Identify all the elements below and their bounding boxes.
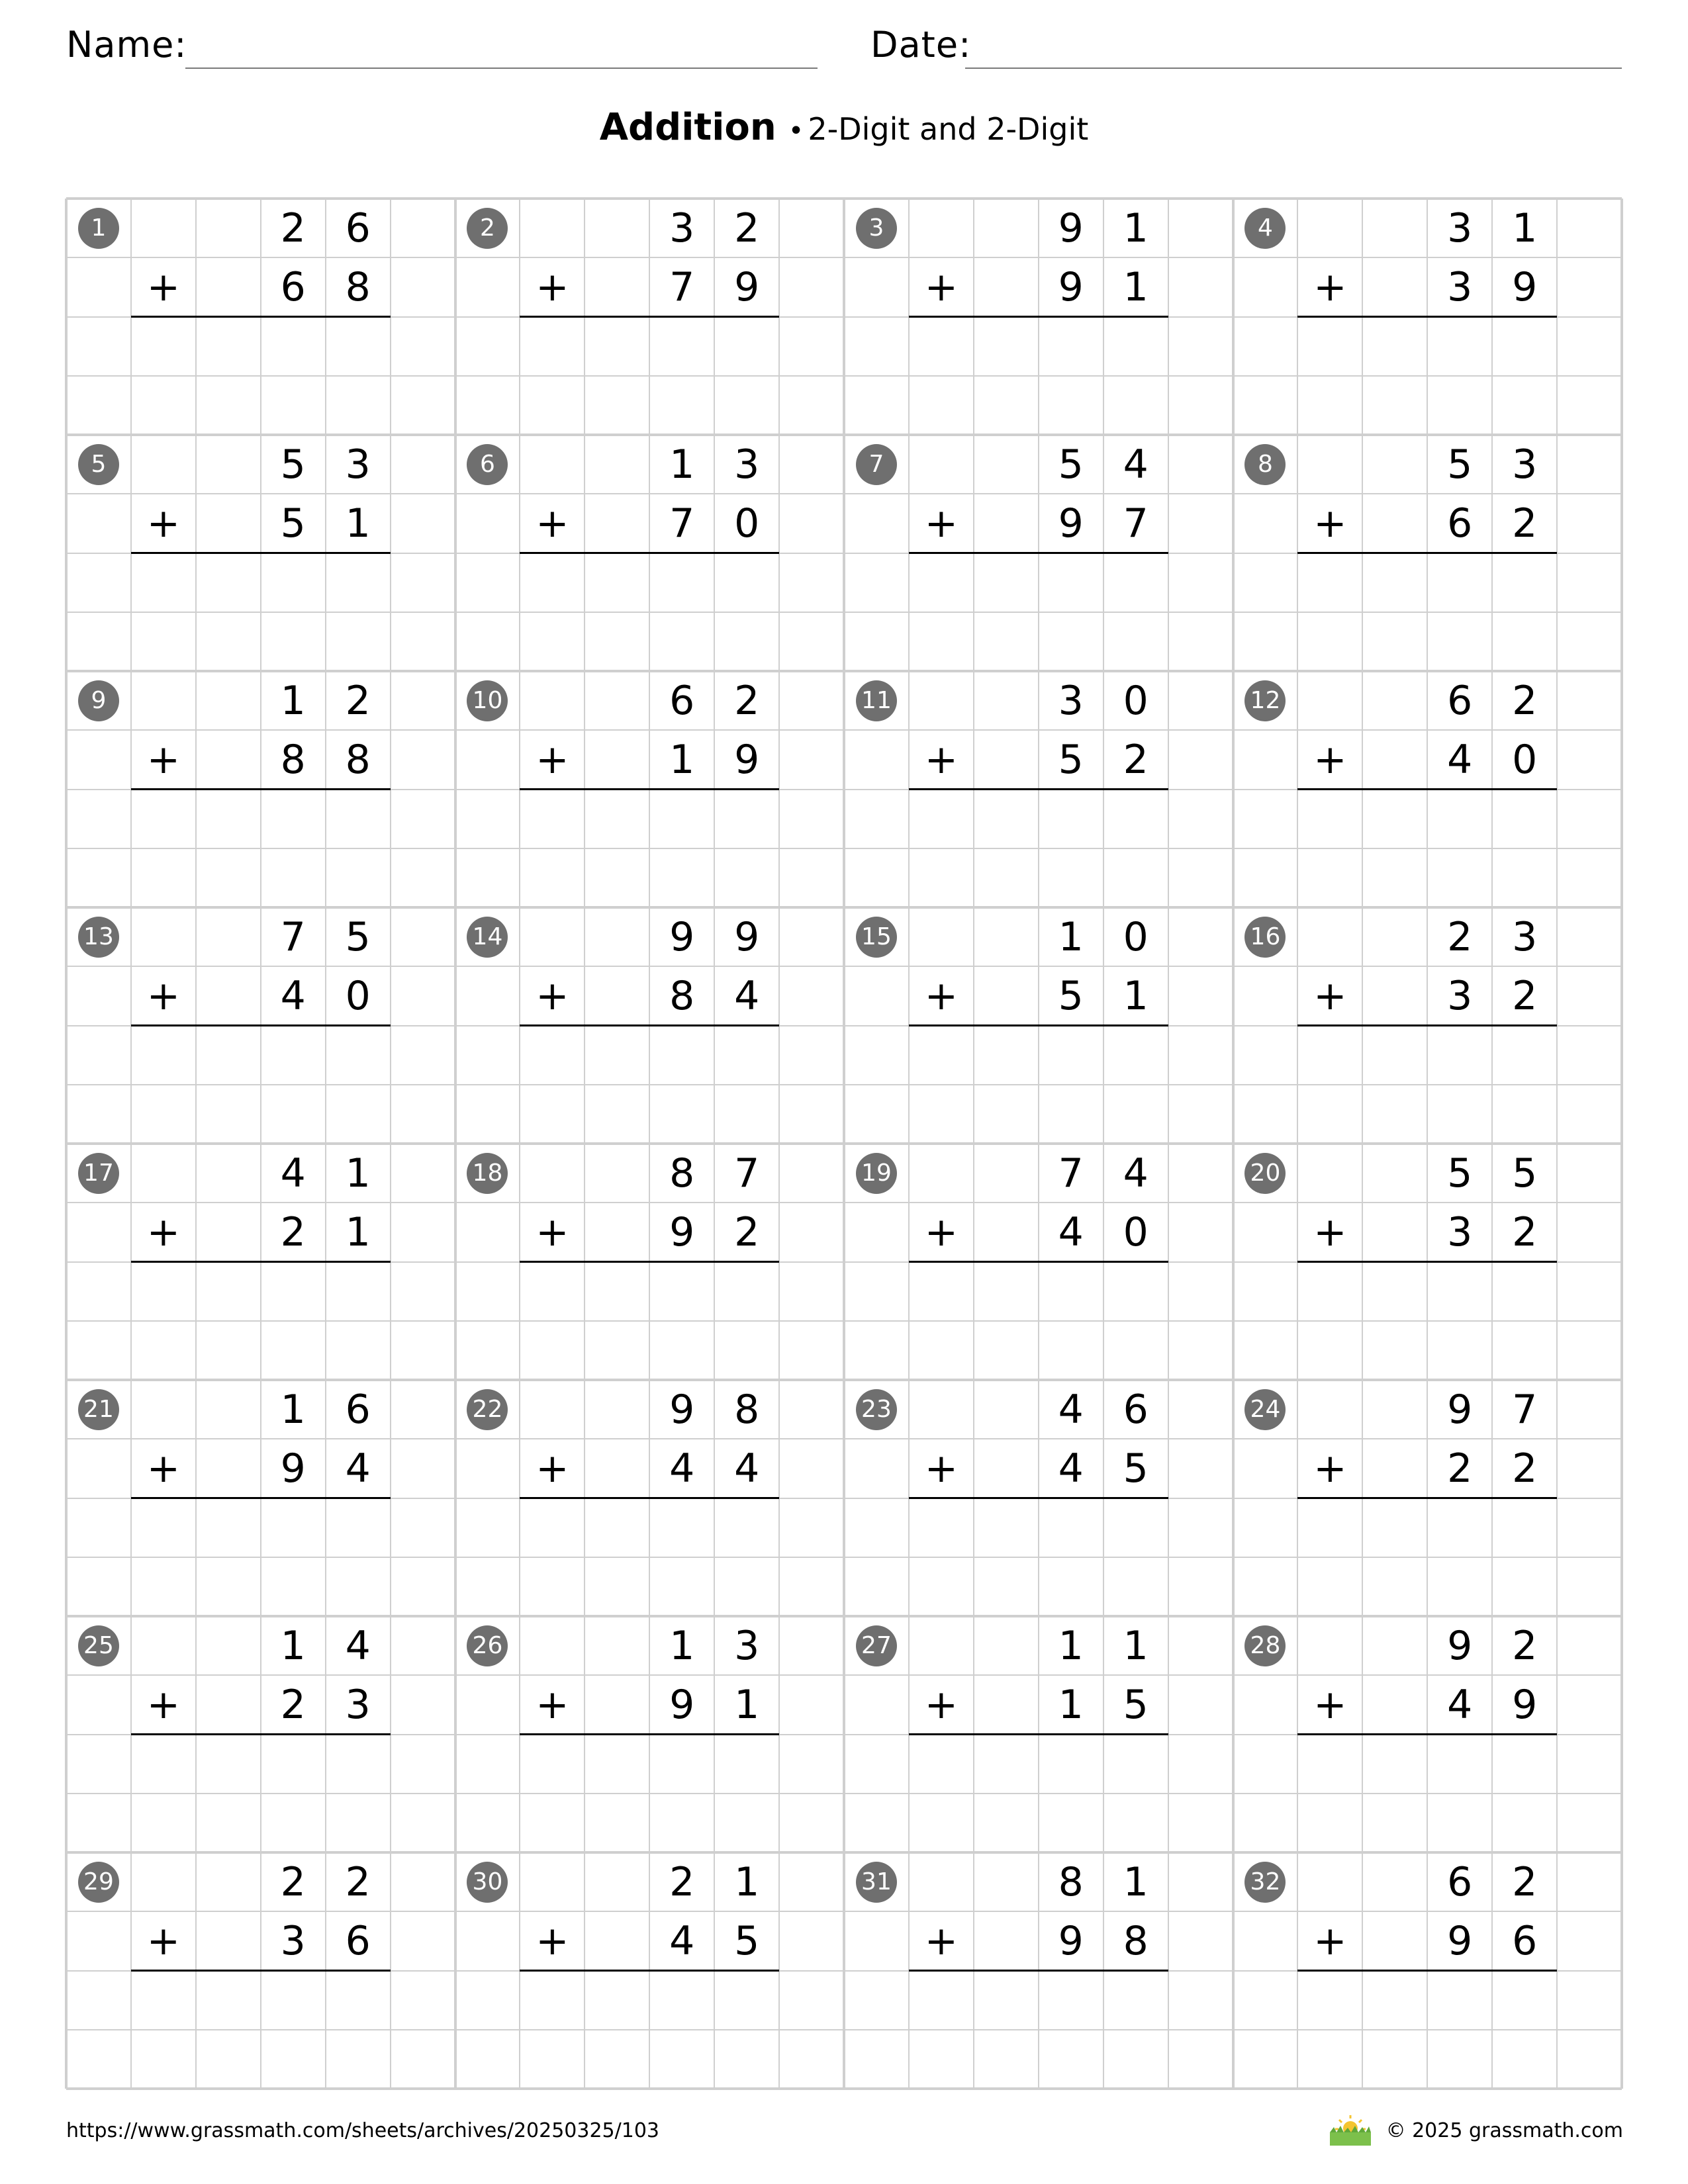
footer-url[interactable]: https://www.grassmath.com/sheets/archives/20250325/103 (66, 2119, 660, 2142)
answer-area[interactable] (1297, 317, 1557, 376)
problem-number-badge: 32 (1244, 1862, 1286, 1903)
digit-cell: 9 (669, 1681, 695, 1728)
digit-cell: 9 (669, 1208, 695, 1255)
digit-cell: 2 (1512, 500, 1538, 547)
plus-operator: + (1313, 500, 1347, 547)
digit-cell: 1 (1512, 205, 1538, 251)
digit-cell: 1 (669, 736, 695, 783)
digit-cell: 5 (1058, 972, 1084, 1019)
digit-cell: 5 (1058, 441, 1084, 488)
problem-number-badge: 12 (1244, 680, 1286, 721)
answer-area[interactable] (131, 1735, 391, 1794)
digit-cell: 4 (1447, 736, 1473, 783)
digit-cell: 3 (734, 1622, 760, 1669)
digit-cell: 4 (1058, 1386, 1084, 1433)
digit-cell: 2 (1512, 1622, 1538, 1669)
problem-number-badge: 21 (78, 1389, 119, 1430)
answer-area[interactable] (909, 1026, 1168, 1085)
digit-cell: 5 (280, 441, 306, 488)
problem-number-badge: 3 (856, 208, 897, 249)
plus-operator: + (1313, 1681, 1347, 1728)
plus-operator: + (924, 1681, 959, 1728)
digit-cell: 6 (345, 1386, 371, 1433)
plus-operator: + (146, 263, 181, 310)
digit-cell: 8 (280, 736, 306, 783)
digit-cell: 9 (1512, 263, 1538, 310)
digit-cell: 4 (734, 1445, 760, 1492)
digit-cell: 8 (669, 1150, 695, 1197)
digit-cell: 1 (280, 1622, 306, 1669)
problem-number-badge: 23 (856, 1389, 897, 1430)
digit-cell: 5 (280, 500, 306, 547)
digit-cell: 1 (669, 1622, 695, 1669)
digit-cell: 4 (1123, 441, 1149, 488)
digit-cell: 8 (345, 736, 371, 783)
answer-area[interactable] (520, 1735, 779, 1794)
digit-cell: 1 (280, 677, 306, 724)
answer-area[interactable] (1297, 1262, 1557, 1321)
title-separator: • (788, 116, 804, 146)
digit-cell: 1 (1058, 1622, 1084, 1669)
problem-number-badge: 20 (1244, 1153, 1286, 1194)
digit-cell: 6 (669, 677, 695, 724)
answer-area[interactable] (131, 1971, 391, 2030)
digit-cell: 3 (1447, 263, 1473, 310)
digit-cell: 6 (1447, 677, 1473, 724)
digit-cell: 4 (345, 1445, 371, 1492)
digit-cell: 3 (1447, 972, 1473, 1019)
digit-cell: 2 (1512, 677, 1538, 724)
digit-cell: 8 (734, 1386, 760, 1433)
answer-area[interactable] (1297, 1971, 1557, 2030)
digit-cell: 9 (1058, 205, 1084, 251)
plus-operator: + (1313, 972, 1347, 1019)
digit-cell: 3 (1512, 913, 1538, 960)
problem-grid (66, 199, 1622, 2089)
plus-operator: + (1313, 736, 1347, 783)
digit-cell: 9 (734, 913, 760, 960)
plus-operator: + (924, 263, 959, 310)
answer-area[interactable] (909, 1735, 1168, 1794)
plus-operator: + (146, 1681, 181, 1728)
digit-cell: 7 (1123, 500, 1149, 547)
digit-cell: 1 (1123, 972, 1149, 1019)
digit-cell: 9 (734, 263, 760, 310)
digit-cell: 0 (345, 972, 371, 1019)
plus-operator: + (924, 1917, 959, 1964)
digit-cell: 6 (1123, 1386, 1149, 1433)
problem-number-badge: 25 (78, 1625, 119, 1666)
digit-cell: 9 (1447, 1386, 1473, 1433)
digit-cell: 5 (1447, 441, 1473, 488)
digit-cell: 9 (1512, 1681, 1538, 1728)
digit-cell: 3 (345, 441, 371, 488)
digit-cell: 4 (669, 1917, 695, 1964)
digit-cell: 2 (734, 677, 760, 724)
answer-area[interactable] (1297, 1735, 1557, 1794)
digit-cell: 5 (345, 913, 371, 960)
worksheet-title (0, 106, 1688, 149)
digit-cell: 7 (1512, 1386, 1538, 1433)
plus-operator: + (924, 500, 959, 547)
digit-cell: 0 (1512, 736, 1538, 783)
date-label: Date: (870, 24, 972, 66)
digit-cell: 9 (734, 736, 760, 783)
digit-cell: 1 (1058, 1681, 1084, 1728)
plus-operator: + (146, 1445, 181, 1492)
digit-cell: 8 (1123, 1917, 1149, 1964)
digit-cell: 2 (1447, 1445, 1473, 1492)
answer-area[interactable] (909, 1971, 1168, 2030)
problem-number-badge: 22 (467, 1389, 508, 1430)
digit-cell: 1 (734, 1858, 760, 1905)
grass-sun-logo-icon (1327, 2111, 1374, 2148)
plus-operator: + (146, 500, 181, 547)
digit-cell: 1 (345, 500, 371, 547)
digit-cell: 6 (280, 263, 306, 310)
problem-number-badge: 11 (856, 680, 897, 721)
digit-cell: 2 (280, 1681, 306, 1728)
title-main: Addition (599, 106, 776, 149)
problem-number-badge: 27 (856, 1625, 897, 1666)
digit-cell: 3 (1512, 441, 1538, 488)
digit-cell: 5 (1512, 1150, 1538, 1197)
problem-number-badge: 19 (856, 1153, 897, 1194)
digit-cell: 4 (345, 1622, 371, 1669)
plus-operator: + (536, 1445, 569, 1492)
problem-number-badge: 1 (78, 208, 119, 249)
problem-number-badge: 31 (856, 1862, 897, 1903)
digit-cell: 2 (280, 1208, 306, 1255)
digit-cell: 4 (1123, 1150, 1149, 1197)
digit-cell: 2 (734, 1208, 760, 1255)
digit-cell: 9 (1447, 1622, 1473, 1669)
answer-area[interactable] (131, 790, 391, 848)
problem-number-badge: 24 (1244, 1389, 1286, 1430)
answer-area[interactable] (909, 1262, 1168, 1321)
date-field[interactable] (965, 68, 1622, 69)
digit-cell: 9 (1058, 1917, 1084, 1964)
digit-cell: 9 (669, 913, 695, 960)
digit-cell: 4 (734, 972, 760, 1019)
footer-copyright: © 2025 grassmath.com (1385, 2119, 1623, 2142)
problem-number-badge: 28 (1244, 1625, 1286, 1666)
digit-cell: 1 (345, 1208, 371, 1255)
digit-cell: 8 (669, 972, 695, 1019)
plus-operator: + (146, 1917, 181, 1964)
digit-cell: 9 (1058, 263, 1084, 310)
plus-operator: + (536, 972, 569, 1019)
plus-operator: + (1313, 1208, 1347, 1255)
digit-cell: 1 (1123, 1622, 1149, 1669)
digit-cell: 5 (734, 1917, 760, 1964)
digit-cell: 3 (734, 441, 760, 488)
problem-number-badge: 16 (1244, 917, 1286, 958)
answer-area[interactable] (131, 317, 391, 376)
digit-cell: 4 (280, 1150, 306, 1197)
answer-area[interactable] (1297, 553, 1557, 612)
digit-cell: 2 (1123, 736, 1149, 783)
plus-operator: + (146, 736, 181, 783)
plus-operator: + (1313, 263, 1347, 310)
digit-cell: 3 (1447, 205, 1473, 251)
plus-operator: + (146, 1208, 181, 1255)
answer-area[interactable] (1297, 1498, 1557, 1557)
digit-cell: 7 (734, 1150, 760, 1197)
digit-cell: 0 (734, 500, 760, 547)
digit-cell: 0 (1123, 677, 1149, 724)
digit-cell: 6 (1512, 1917, 1538, 1964)
answer-area[interactable] (909, 553, 1168, 612)
digit-cell: 8 (1058, 1858, 1084, 1905)
digit-cell: 0 (1123, 1208, 1149, 1255)
digit-cell: 5 (1123, 1681, 1149, 1728)
plus-operator: + (1313, 1445, 1347, 1492)
answer-area[interactable] (520, 553, 779, 612)
digit-cell: 2 (1512, 972, 1538, 1019)
digit-cell: 6 (1447, 500, 1473, 547)
digit-cell: 1 (1123, 1858, 1149, 1905)
problem-number-badge: 15 (856, 917, 897, 958)
digit-cell: 9 (1447, 1917, 1473, 1964)
problem-number-badge: 7 (856, 444, 897, 485)
answer-area[interactable] (131, 1026, 391, 1085)
digit-cell: 3 (280, 1917, 306, 1964)
plus-operator: + (536, 736, 569, 783)
plus-operator: + (924, 1208, 959, 1255)
digit-cell: 2 (280, 205, 306, 251)
digit-cell: 3 (1447, 1208, 1473, 1255)
plus-operator: + (536, 500, 569, 547)
digit-cell: 4 (280, 972, 306, 1019)
answer-area[interactable] (909, 790, 1168, 848)
problem-number-badge: 17 (78, 1153, 119, 1194)
digit-cell: 7 (669, 263, 695, 310)
digit-cell: 2 (1512, 1858, 1538, 1905)
digit-cell: 5 (1447, 1150, 1473, 1197)
digit-cell: 1 (669, 441, 695, 488)
digit-cell: 1 (1123, 263, 1149, 310)
digit-cell: 4 (669, 1445, 695, 1492)
plus-operator: + (1313, 1917, 1347, 1964)
plus-operator: + (924, 972, 959, 1019)
plus-operator: + (536, 1681, 569, 1728)
name-field[interactable] (185, 68, 818, 69)
problem-number-badge: 10 (467, 680, 508, 721)
digit-cell: 2 (734, 205, 760, 251)
digit-cell: 6 (345, 205, 371, 251)
digit-cell: 7 (1058, 1150, 1084, 1197)
digit-cell: 9 (669, 1386, 695, 1433)
answer-area[interactable] (1297, 790, 1557, 848)
problem-number-badge: 29 (78, 1862, 119, 1903)
digit-cell: 2 (1512, 1445, 1538, 1492)
problem-number-badge: 2 (467, 208, 508, 249)
plus-operator: + (924, 736, 959, 783)
digit-cell: 4 (1058, 1445, 1084, 1492)
problem-number-badge: 4 (1244, 208, 1286, 249)
answer-area[interactable] (520, 1026, 779, 1085)
digit-cell: 6 (1447, 1858, 1473, 1905)
answer-area[interactable] (131, 553, 391, 612)
plus-operator: + (146, 972, 181, 1019)
grid-line-horizontal (66, 2087, 1622, 2090)
digit-cell: 8 (345, 263, 371, 310)
name-label: Name: (66, 24, 187, 66)
problem-number-badge: 14 (467, 917, 508, 958)
digit-cell: 3 (669, 205, 695, 251)
digit-cell: 6 (345, 1917, 371, 1964)
answer-area[interactable] (131, 1262, 391, 1321)
digit-cell: 0 (1123, 913, 1149, 960)
problem-number-badge: 8 (1244, 444, 1286, 485)
digit-cell: 2 (280, 1858, 306, 1905)
plus-operator: + (536, 263, 569, 310)
answer-area[interactable] (520, 1971, 779, 2030)
digit-cell: 2 (669, 1858, 695, 1905)
digit-cell: 7 (669, 500, 695, 547)
digit-cell: 3 (345, 1681, 371, 1728)
digit-cell: 4 (1058, 1208, 1084, 1255)
digit-cell: 1 (345, 1150, 371, 1197)
plus-operator: + (536, 1917, 569, 1964)
digit-cell: 1 (280, 1386, 306, 1433)
digit-cell: 2 (1447, 913, 1473, 960)
problem-number-badge: 30 (467, 1862, 508, 1903)
answer-area[interactable] (520, 790, 779, 848)
problem-number-badge: 18 (467, 1153, 508, 1194)
answer-area[interactable] (520, 1262, 779, 1321)
problem-number-badge: 26 (467, 1625, 508, 1666)
digit-cell: 2 (1512, 1208, 1538, 1255)
title-subtitle: 2-Digit and 2-Digit (808, 111, 1089, 147)
digit-cell: 2 (345, 677, 371, 724)
plus-operator: + (536, 1208, 569, 1255)
digit-cell: 3 (1058, 677, 1084, 724)
answer-area[interactable] (520, 317, 779, 376)
digit-cell: 9 (280, 1445, 306, 1492)
problem-number-badge: 6 (467, 444, 508, 485)
digit-cell: 7 (280, 913, 306, 960)
digit-cell: 5 (1123, 1445, 1149, 1492)
digit-cell: 4 (1447, 1681, 1473, 1728)
answer-area[interactable] (520, 1498, 779, 1557)
answer-area[interactable] (909, 1498, 1168, 1557)
plus-operator: + (924, 1445, 959, 1492)
digit-cell: 1 (734, 1681, 760, 1728)
problem-number-badge: 5 (78, 444, 119, 485)
problem-number-badge: 13 (78, 917, 119, 958)
digit-cell: 2 (345, 1858, 371, 1905)
digit-cell: 1 (1123, 205, 1149, 251)
digit-cell: 9 (1058, 500, 1084, 547)
digit-cell: 5 (1058, 736, 1084, 783)
digit-cell: 1 (1058, 913, 1084, 960)
problem-number-badge: 9 (78, 680, 119, 721)
answer-area[interactable] (131, 1498, 391, 1557)
answer-area[interactable] (909, 317, 1168, 376)
answer-area[interactable] (1297, 1026, 1557, 1085)
